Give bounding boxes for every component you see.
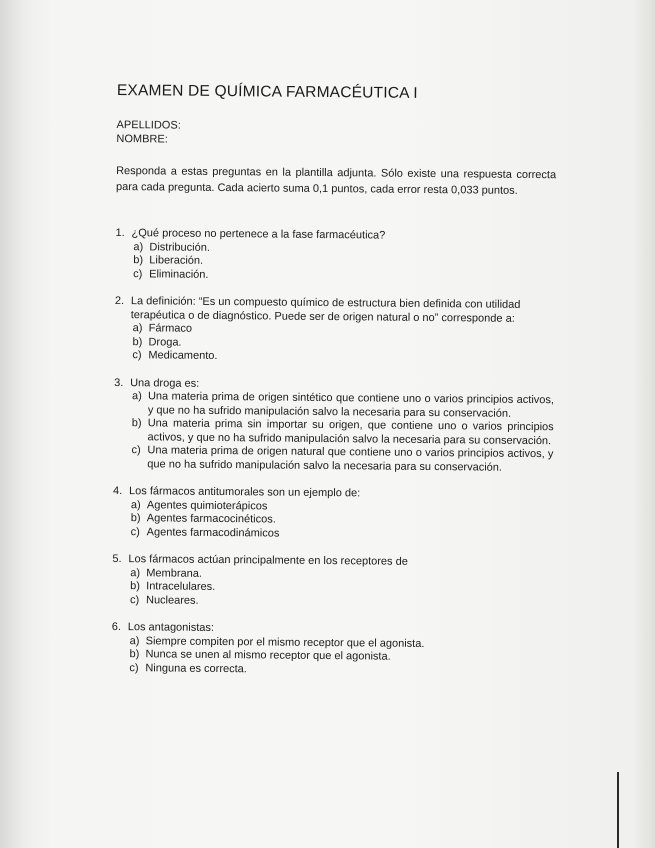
question-number: 1. [115,226,125,240]
option-text: Agentes quimioterápicos [146,498,268,512]
question-6 [111,621,551,679]
option-text: Fármaco [148,322,193,335]
question-5 [112,553,552,611]
surname-label: APELLIDOS: [116,118,181,132]
option-text: Medicamento. [148,349,218,362]
option-label: a) [130,566,141,579]
question-4 [113,485,553,543]
option-text: Agentes farmacocinéticos. [146,512,276,526]
page-shadow-left [0,0,32,848]
option-label: b) [131,417,142,430]
option-label: b) [133,254,144,267]
question-text: ¿Qué proceso no pertenece a la fase farmacéutica? [131,227,386,242]
answer-option [131,526,553,544]
option-text: Eliminación. [149,267,209,281]
answer-option [133,268,555,286]
question-text: Una droga es: [130,376,200,390]
option-label: b) [129,648,140,661]
option-text: Una materia prima de origen natural que contiene uno o varios principios activos, y que no ha sufrido manipulación salvo la necesaria para su conservación. [147,444,554,474]
instructions-paragraph: Responda a estas preguntas en la plantilla adjunta. Sólo existe una respuesta correcta para cada pregunta. Cada acierto suma 0,1 puntos, cada error resta 0,033 puntos. [115,164,557,197]
option-label: a) [133,240,144,253]
question-text: Los fármacos antitumorales son un ejemplo de: [129,485,361,500]
answer-option [130,594,552,612]
option-label: c) [130,525,140,538]
option-label: c) [129,661,139,674]
option-text: Siempre compiten por el mismo receptor que el agonista. [145,634,425,650]
question-text: La definición: “Es un compuesto químico de estructura bien definida con utilidad terapéutica o de diagnóstico. Puede ser de origen natural o no” corresponde a: [130,295,521,325]
option-text: Droga. [148,335,182,349]
question-number: 6. [111,620,122,634]
option-label: a) [131,390,142,403]
option-list [130,567,552,612]
option-text: Agentes farmacodinámicos [146,525,280,540]
option-label: b) [130,512,141,525]
option-list [131,499,553,544]
name-label: NOMBRE: [116,132,168,146]
answer-option [132,417,554,448]
option-label: a) [129,634,140,647]
option-list [132,322,554,367]
page-shadow-right [633,0,655,848]
question-number: 4. [113,484,123,498]
option-label: b) [132,335,143,348]
exam-content [111,82,557,679]
option-text: Intracelulares. [146,580,216,593]
option-label: b) [130,580,140,593]
answer-option [131,444,553,475]
question-number: 2. [114,294,125,308]
answer-option [132,349,554,367]
option-label: c) [129,593,140,606]
question-number: 3. [114,376,124,389]
answer-option [129,662,551,680]
question-list [111,227,555,679]
option-text: Ninguna es correcta. [145,661,247,675]
option-list [131,390,554,475]
option-text: Una materia prima sin importar su origen, que contiene uno o varios principios activos, y que no ha sufrido manipulación salvo la necesaria para su conservación. [147,417,554,447]
option-text: Una materia prima de origen sintético que contiene uno o varios principios activos, y que no ha sufrido manipulación salvo la necesaria para su conservación. [147,390,555,420]
option-label: c) [131,444,141,457]
option-label: c) [132,349,142,362]
question-2 [114,295,555,367]
question-3 [113,376,554,475]
option-text: Distribución. [149,240,211,254]
option-text: Nunca se unen al mismo receptor que el agonista. [145,648,391,663]
exam-title: EXAMEN DE QUÍMICA FARMACÉUTICA I [116,82,418,102]
question-number: 5. [112,552,122,566]
answer-option [132,390,554,421]
question-1 [115,227,555,285]
question-header [115,295,555,326]
option-text: Liberación. [149,254,204,267]
option-label: a) [132,322,143,335]
option-text: Nucleares. [145,593,199,607]
option-text: Membrana. [146,566,202,580]
question-text: Los fármacos actúan principalmente en los receptores de [128,553,408,568]
option-list [129,635,551,680]
option-label: a) [130,498,141,511]
option-label: c) [133,267,143,280]
option-list [133,241,555,286]
margin-line [617,772,619,848]
question-text: Los antagonistas: [127,621,215,634]
